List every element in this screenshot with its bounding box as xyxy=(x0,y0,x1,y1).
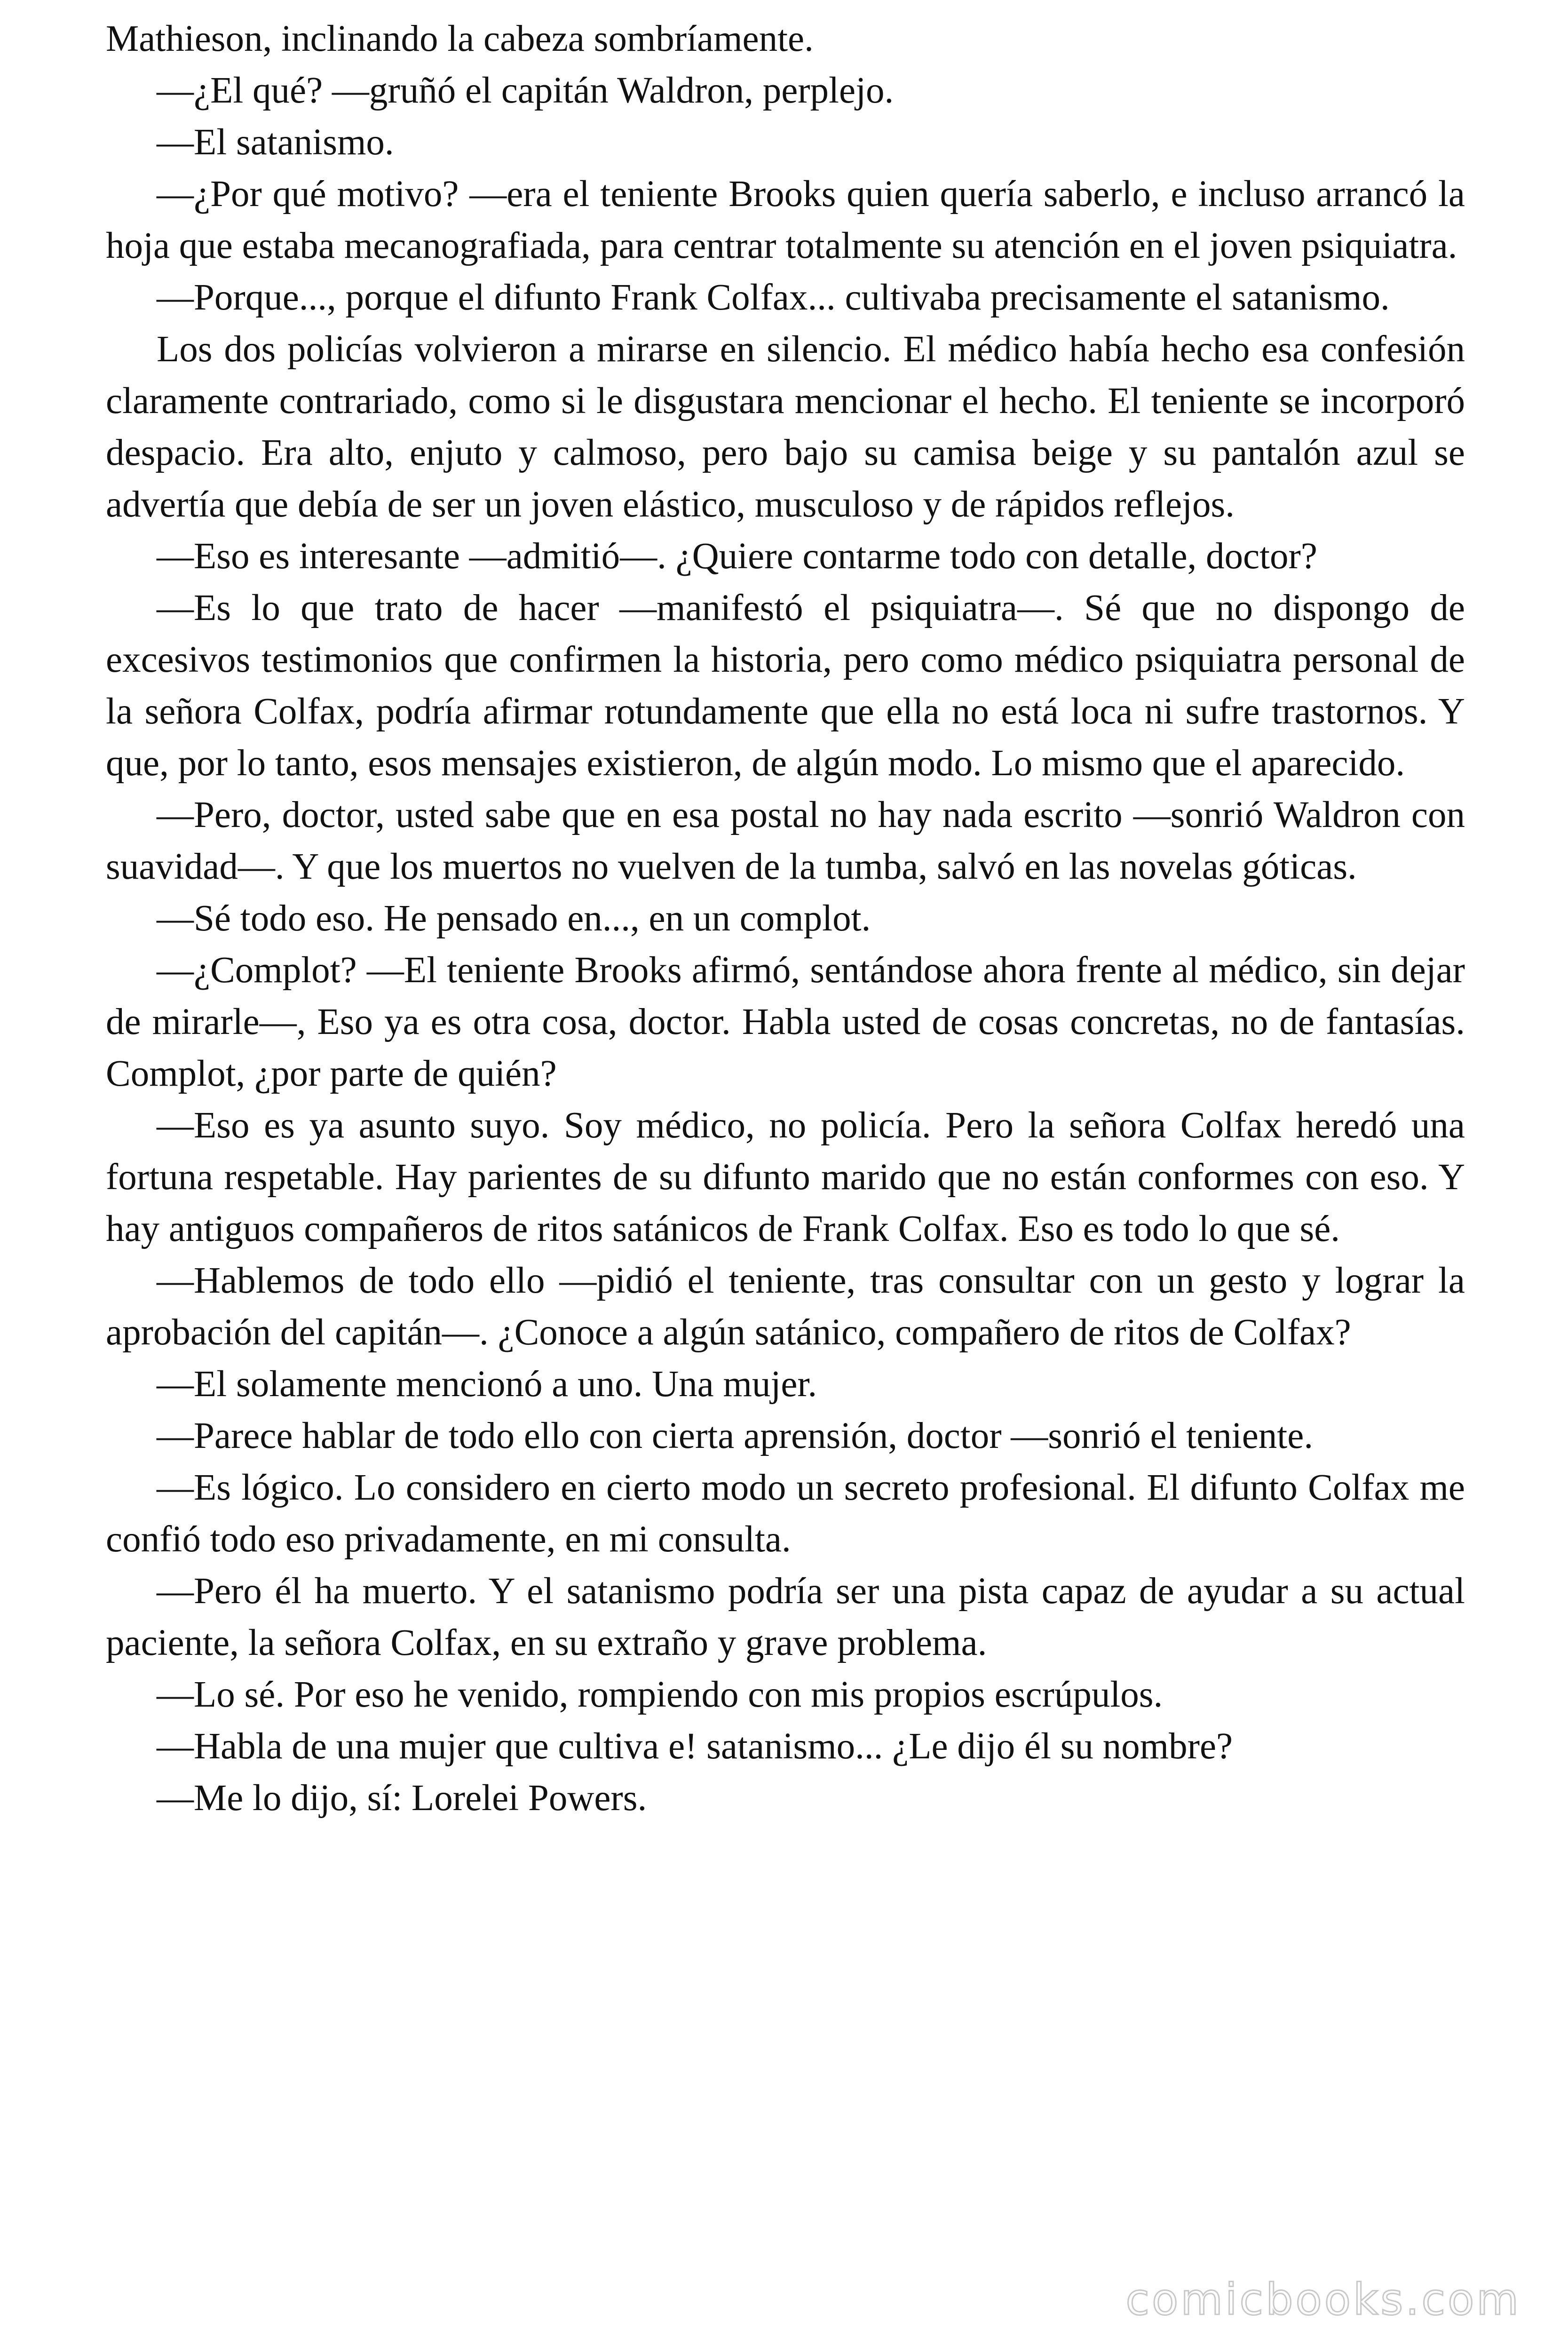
watermark: comicbooks.com xyxy=(1125,2274,1521,2325)
paragraph: —Eso es interesante —admitió—. ¿Quiere contarme todo con detalle, doctor? xyxy=(157,536,1317,577)
paragraph: —Habla de una mujer que cultiva e! satanismo... ¿Le dijo él su nombre? xyxy=(157,1726,1233,1767)
paragraph: —Me lo dijo, sí: Lorelei Powers. xyxy=(157,1778,647,1819)
paragraph: —¿Complot? —El teniente Brooks afirmó, sentándose ahora frente al médico, sin dejar de mirarle—, Eso ya es otra cosa, doctor. Habla usted de cosas concretas, no de fantasías. Complot, ¿por parte de quién? xyxy=(106,950,1465,1094)
paragraph: —Hablemos de todo ello —pidió el teniente, tras consultar con un gesto y lograr la aprobación del capitán—. ¿Conoce a algún satánico, compañero de ritos de Colfax? xyxy=(106,1260,1465,1353)
paragraph: —Porque..., porque el difunto Frank Colfax... cultivaba precisamente el satanismo. xyxy=(157,277,1390,318)
paragraph: —¿Por qué motivo? —era el teniente Brooks quien quería saberlo, e incluso arrancó la hoja que estaba mecanografiada, para centrar totalmente su atención en el joven psiquiatra. xyxy=(106,174,1465,266)
paragraph: —El satanismo. xyxy=(157,122,394,163)
paragraph: —Pero él ha muerto. Y el satanismo podría ser una pista capaz de ayudar a su actual paciente, la señora Colfax, en su extraño y grave problema. xyxy=(106,1571,1465,1663)
paragraph: —El solamente mencionó a uno. Una mujer. xyxy=(157,1364,817,1405)
paragraph: —Parece hablar de todo ello con cierta aprensión, doctor —sonrió el teniente. xyxy=(157,1415,1314,1456)
paragraph: Los dos policías volvieron a mirarse en silencio. El médico había hecho esa confesión claramente contrariado, como si le disgustara mencionar el hecho. El teniente se incorporó despacio. Era alto, enjuto y calmoso, pero bajo su camisa beige y su pantalón azul se advertía que debía de ser un joven elástico, musculoso y de rápidos reflejos. xyxy=(106,329,1465,525)
paragraph: —Lo sé. Por eso he venido, rompiendo con mis propios escrúpulos. xyxy=(157,1674,1163,1715)
book-page-text xyxy=(106,13,1465,1824)
paragraph: —Es lo que trato de hacer —manifestó el psiquiatra—. Sé que no dispongo de excesivos testimonios que confirmen la historia, pero como médico psiquiatra personal de la señora Colfax, podría afirmar rotundamente que ella no está loca ni sufre trastornos. Y que, por lo tanto, esos mensajes existieron, de algún modo. Lo mismo que el aparecido. xyxy=(106,588,1465,784)
paragraph: —¿El qué? —gruñó el capitán Waldron, perplejo. xyxy=(157,70,894,111)
paragraph: —Sé todo eso. He pensado en..., en un complot. xyxy=(157,898,871,939)
paragraph: —Es lógico. Lo considero en cierto modo un secreto profesional. El difunto Colfax me confió todo eso privadamente, en mi consulta. xyxy=(106,1467,1465,1560)
paragraph: Mathieson, inclinando la cabeza sombríamente. xyxy=(106,18,814,59)
paragraph: —Eso es ya asunto suyo. Soy médico, no policía. Pero la señora Colfax heredó una fortuna respetable. Hay parientes de su difunto marido que no están conformes con eso. Y hay antiguos compañeros de ritos satánicos de Frank Colfax. Eso es todo lo que sé. xyxy=(106,1105,1465,1249)
paragraph: —Pero, doctor, usted sabe que en esa postal no hay nada escrito —sonrió Waldron con suavidad—. Y que los muertos no vuelven de la tumba, salvó en las novelas góticas. xyxy=(106,795,1465,887)
